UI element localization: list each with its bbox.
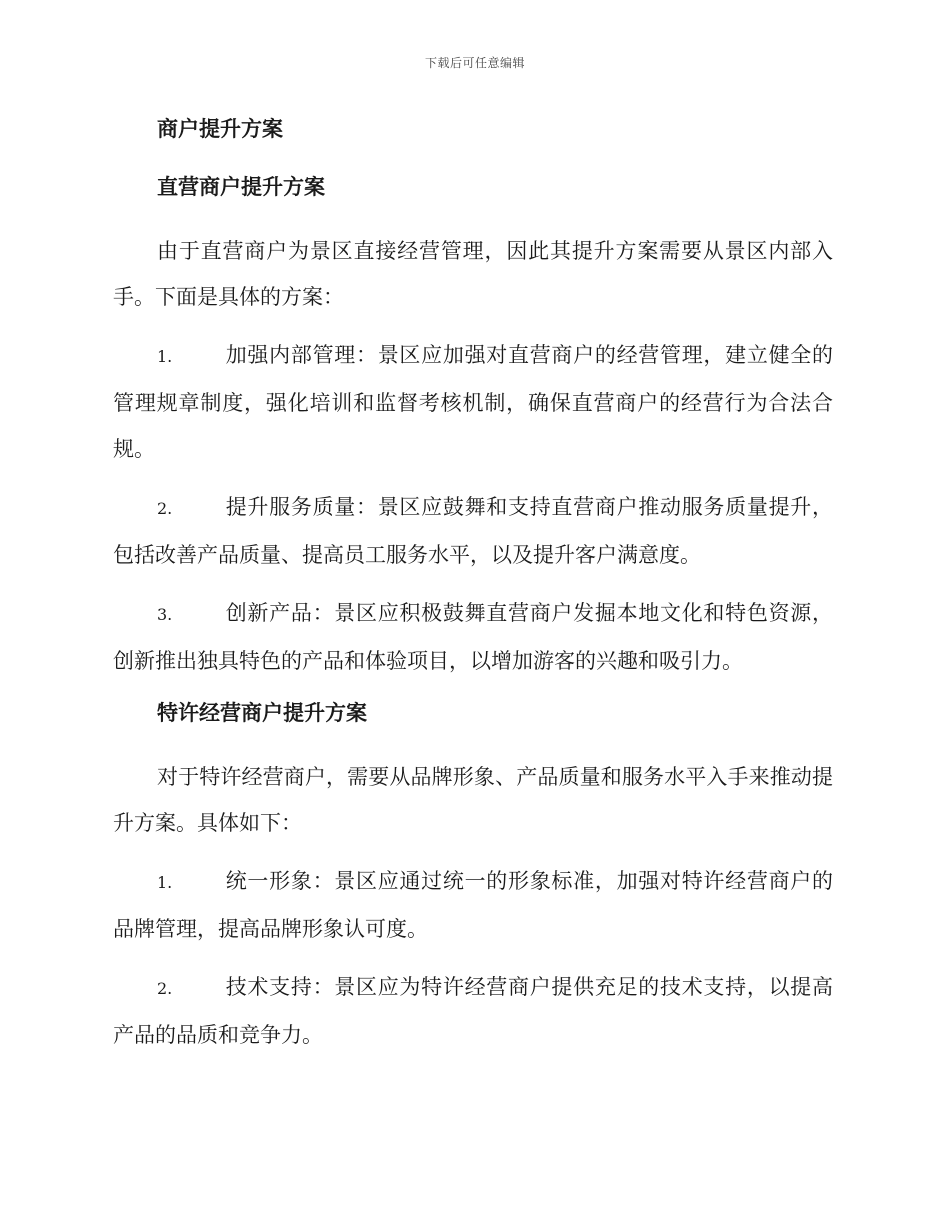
list-item-text: 技术支持：景区应为特许经营商户提供充足的技术支持，以提高产品的品质和竞争力。 <box>113 975 833 1047</box>
document-body <box>113 112 833 1070</box>
document-title: 商户提升方案 <box>157 117 283 141</box>
list-item-text: 统一形象：景区应通过统一的形象标准，加强对特许经营商户的品牌管理，提高品牌形象认可度。 <box>113 869 833 941</box>
list-item-number: 2. <box>157 979 173 998</box>
section-intro-franchise: 对于特许经营商户，需要从品牌形象、产品质量和服务水平入手来推动提升方案。具体如下： <box>113 765 833 835</box>
list-item <box>113 332 833 472</box>
list-item-number: 1. <box>157 347 173 366</box>
page-header-note: 下载后可任意编辑 <box>424 56 525 70</box>
section-heading-franchise: 特许经营商户提升方案 <box>157 701 367 725</box>
list-item <box>113 964 833 1058</box>
list-item-number: 2. <box>157 499 173 518</box>
list-item <box>113 484 833 578</box>
list-item <box>113 858 833 952</box>
list-item-text: 创新产品：景区应积极鼓舞直营商户发掘本地文化和特色资源，创新推出独具特色的产品和体验项目，以增加游客的兴趣和吸引力。 <box>113 601 833 673</box>
list-item-number: 1. <box>157 873 173 892</box>
list-item-text: 提升服务质量：景区应鼓舞和支持直营商户推动服务质量提升，包括改善产品质量、提高员工服务水平，以及提升客户满意度。 <box>113 495 833 567</box>
section-heading-direct: 直营商户提升方案 <box>157 175 325 199</box>
list-item <box>113 590 833 684</box>
section-intro-direct: 由于直营商户为景区直接经营管理，因此其提升方案需要从景区内部入手。下面是具体的方案： <box>113 239 833 309</box>
list-item-text: 加强内部管理：景区应加强对直营商户的经营管理，建立健全的管理规章制度，强化培训和监督考核机制，确保直营商户的经营行为合法合规。 <box>113 343 833 461</box>
list-item-number: 3. <box>157 605 173 624</box>
